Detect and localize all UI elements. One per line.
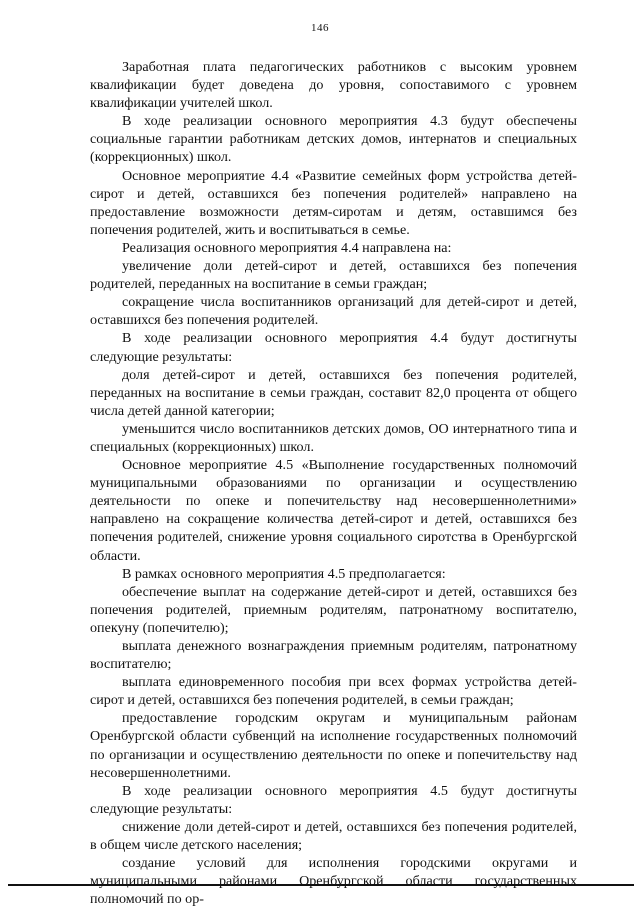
- paragraph: В ходе реализации основного мероприятия 4.4 будут достигнуты следующие результаты:: [90, 330, 577, 365]
- paragraph: В рамках основного мероприятия 4.5 предполагается:: [122, 565, 446, 582]
- paragraph: сокращение числа воспитанников организаций для детей-сирот и детей, оставшихся без попечения родителей.: [90, 294, 577, 329]
- paragraph: Основное мероприятие 4.5 «Выполнение государственных полномочий муниципальными образованиями по организации и осуществлению деятельности по опеке и попечительству над несовершеннолетними» направлено на сокращение количества детей-сирот и детей, оставшихся без попечения родителей, снижение уровня социального сиротства в Оренбургской области.: [90, 457, 577, 564]
- paragraph: предоставление городским округам и муниципальным районам Оренбургской области субвенций на исполнение государственных полномочий по организации и осуществлению деятельности по опеке и попечительству над несовершеннолетними.: [90, 710, 577, 781]
- paragraph: снижение доли детей-сирот и детей, оставшихся без попечения родителей, в общем числе детского населения;: [90, 818, 577, 854]
- paragraph: Основное мероприятие 4.4 «Развитие семейных форм устройства детей-сирот и детей, оставшихся без попечения родителей» направлено на предоставление возможности детям-сиротам и детям, оставшимся без попечения родителей, жить и воспитываться в семье.: [90, 167, 577, 238]
- paragraph: выплата денежного вознаграждения приемным родителям, патронатному воспитателю;: [90, 638, 577, 673]
- paragraph: В ходе реализации основного мероприятия 4.3 будут обеспечены социальные гарантии работникам детских домов, интернатов и специальных (коррекционных) школ.: [90, 113, 577, 166]
- paragraph: Реализация основного мероприятия 4.4 направлена на:: [122, 239, 452, 256]
- paragraph: Заработная плата педагогических работников с высоким уровнем квалификации будет доведена до уровня, сопоставимого с уровнем квалификации учителей школ.: [90, 59, 577, 112]
- document-body: [90, 58, 577, 908]
- bottom-rule: [8, 884, 634, 886]
- paragraph: уменьшится число воспитанников детских домов, ОО интернатного типа и специальных (коррекционных) школ.: [90, 420, 577, 455]
- paragraph: создание условий для исполнения городскими округами и муниципальными районами Оренбургской области государственных полномочий по ор-: [90, 855, 577, 908]
- paragraph: увеличение доли детей-сирот и детей, оставшихся без попечения родителей, переданных на воспитание в семьи граждан;: [90, 258, 577, 293]
- paragraph: доля детей-сирот и детей, оставшихся без попечения родителей, переданных на воспитание в семьи граждан, составит 82,0 процента от общего числа детей данной категории;: [90, 366, 577, 419]
- paragraph: выплата единовременного пособия при всех формах устройства детей-сирот и детей, оставшихся без попечения родителей, в семьи граждан;: [90, 674, 577, 709]
- paragraph: обеспечение выплат на содержание детей-сирот и детей, оставшихся без попечения родителей, приемным родителям, патронатному воспитателю, опекуну (попечителю);: [90, 583, 577, 636]
- paragraph: В ходе реализации основного мероприятия 4.5 будут достигнуты следующие результаты:: [90, 782, 577, 817]
- page-number: 146: [311, 22, 329, 34]
